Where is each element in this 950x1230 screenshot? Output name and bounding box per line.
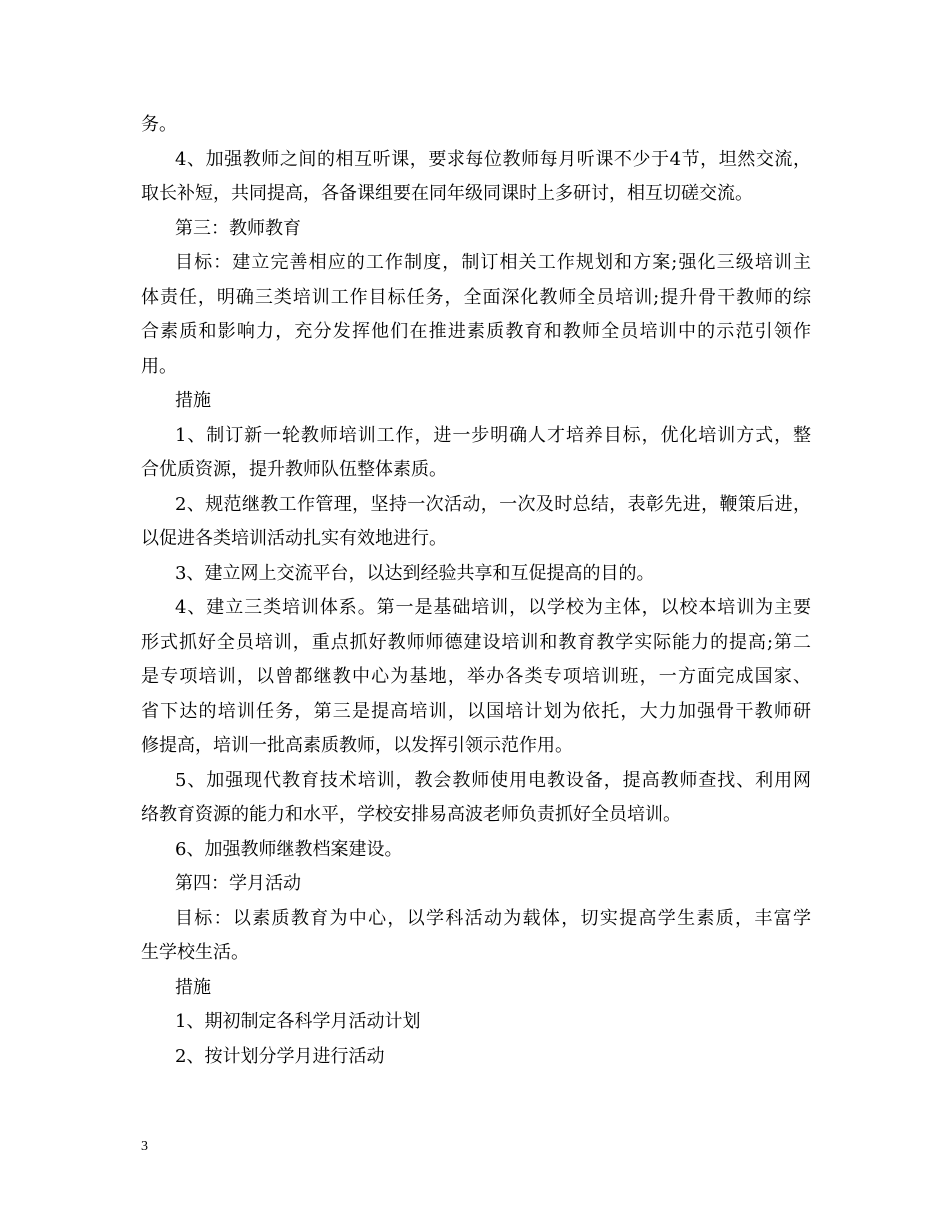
text-line: 络教育资源的能力和水平，学校安排易高波老师负责抓好全员培训。 (141, 804, 681, 825)
text-line: 措施 (175, 976, 211, 998)
text-line: 修提高，培训一批高素质教师，以发挥引领示范作用。 (141, 735, 573, 756)
text-line: 2、按计划分学月进行活动 (175, 1045, 385, 1067)
text-line: 4、建立三类培训体系。第一是基础培训，以学校为主体，以校本培训为主要 (175, 597, 811, 618)
text-line: 3、建立网上交流平台，以达到经验共享和互促提高的目的。 (175, 562, 655, 584)
text-line: 形式抓好全员培训，重点抓好教师师德建设培训和教育教学实际能力的提高;第二 (141, 631, 811, 653)
text-line: 目标：建立完善相应的工作制度，制订相关工作规划和方案;强化三级培训主 (175, 252, 811, 273)
text-line: 第三：教师教育 (175, 217, 301, 239)
text-line: 1、期初制定各科学月活动计划 (175, 1011, 421, 1032)
text-line: 第四：学月活动 (175, 873, 301, 894)
document-body (141, 108, 811, 1074)
text-line: 务。 (141, 114, 177, 135)
text-line: 用。 (141, 355, 177, 377)
text-line: 体责任，明确三类培训工作目标任务，全面深化教师全员培训;提升骨干教师的综 (141, 286, 811, 308)
text-line: 生学校生活。 (141, 942, 249, 963)
text-line: 合优质资源，提升教师队伍整体素质。 (141, 459, 447, 480)
text-line: 以促进各类培训活动扎实有效地进行。 (141, 528, 447, 549)
text-line: 是专项培训，以曾都继教中心为基地，举办各类专项培训班，一方面完成国家、 (141, 666, 811, 687)
text-line: 1、制订新一轮教师培训工作，进一步明确人才培养目标，优化培训方式，整 (175, 424, 811, 446)
text-line: 措施 (175, 390, 211, 411)
text-line: 目标：以素质教育为中心，以学科活动为载体，切实提高学生素质，丰富学 (175, 907, 811, 929)
text-line: 2、规范继教工作管理，坚持一次活动，一次及时总结，表彰先进，鞭策后进， (175, 493, 811, 515)
text-line: 4、加强教师之间的相互听课，要求每位教师每月听课不少于4节，坦然交流， (175, 148, 811, 170)
text-line: 合素质和影响力，充分发挥他们在推进素质教育和教师全员培训中的示范引领作 (141, 321, 811, 342)
page-number: 3 (141, 1139, 148, 1154)
text-line: 6、加强教师继教档案建设。 (175, 838, 403, 860)
text-line: 省下达的培训任务，第三是提高培训，以国培计划为依托，大力加强骨干教师研 (141, 700, 811, 722)
text-line: 取长补短，共同提高，各备课组要在同年级同课时上多研讨，相互切磋交流。 (141, 183, 753, 204)
text-line: 5、加强现代教育技术培训，教会教师使用电教设备，提高教师查找、利用网 (175, 769, 811, 791)
